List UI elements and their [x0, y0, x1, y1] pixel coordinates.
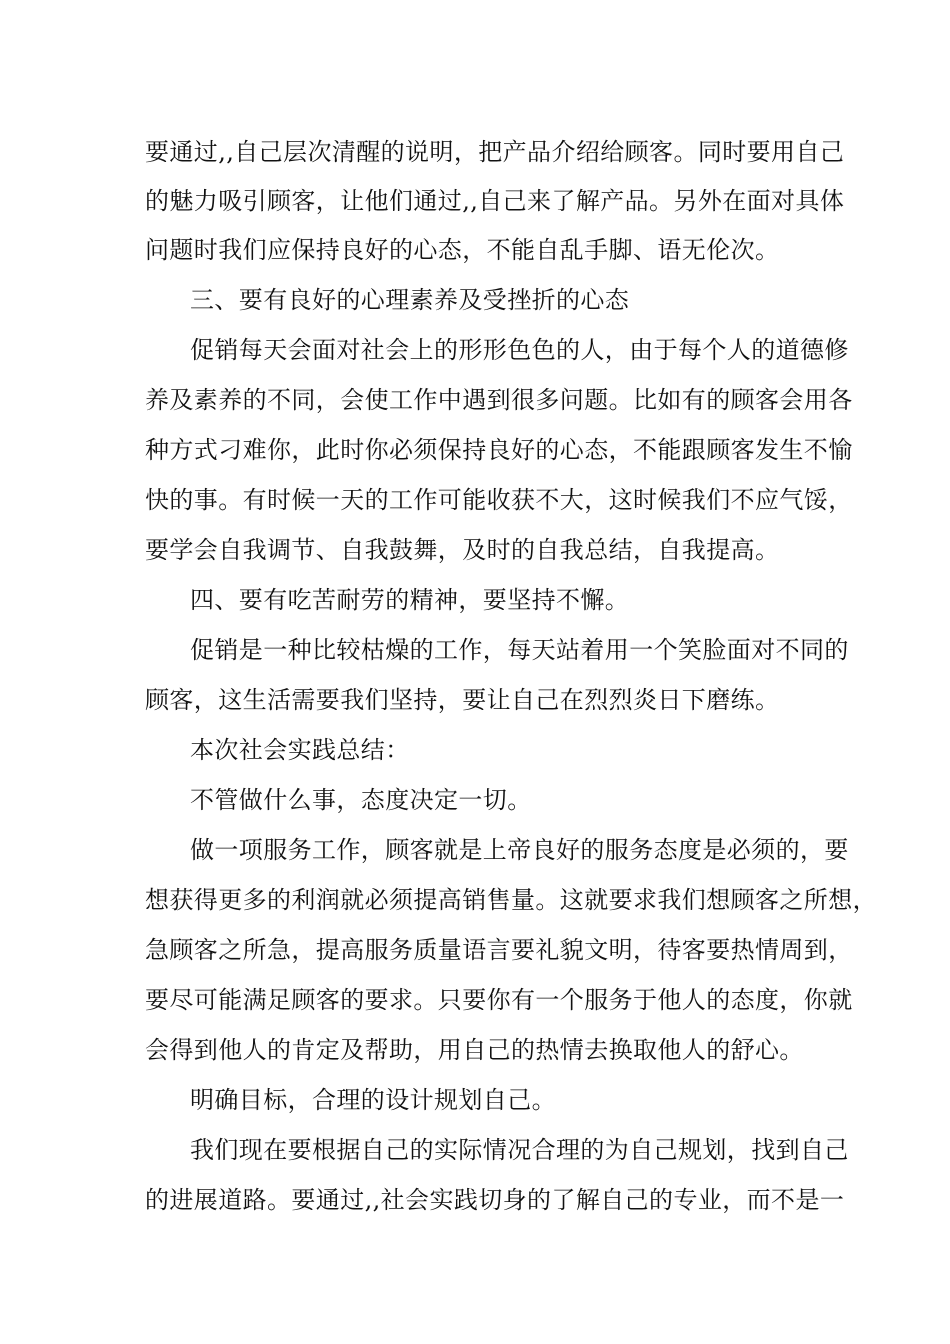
- text-line: 促销每天会面对社会上的形形色色的人，由于每个人的道德修: [190, 336, 849, 364]
- text-line: 急顾客之所急，提高服务质量语言要礼貌文明，待客要热情周到，: [145, 936, 853, 964]
- text-line: 的进展道路。要通过,,社会实践切身的了解自己的专业，而不是一: [145, 1186, 845, 1214]
- text-line: 养及素养的不同，会使工作中遇到很多问题。比如有的顾客会用各: [145, 386, 853, 414]
- text-line: 促销是一种比较枯燥的工作，每天站着用一个笑脸面对不同的: [190, 636, 849, 664]
- section-heading: 明确目标，合理的设计规划自己。: [190, 1086, 556, 1114]
- text-line: 要尽可能满足顾客的要求。只要你有一个服务于他人的态度，你就: [145, 986, 853, 1014]
- section-heading: 本次社会实践总结：: [190, 736, 410, 764]
- text-line: 我们现在要根据自己的实际情况合理的为自己规划，找到自己: [190, 1136, 849, 1164]
- text-line: 要学会自我调节、自我鼓舞，及时的自我总结，自我提高。: [145, 536, 780, 564]
- text-line: 顾客，这生活需要我们坚持，要让自己在烈烈炎日下磨练。: [145, 686, 780, 714]
- text-line: 会得到他人的肯定及帮助，用自己的热情去换取他人的舒心。: [145, 1036, 804, 1064]
- text-line: 要通过,,自己层次清醒的说明，把产品介绍给顾客。同时要用自己: [145, 138, 845, 166]
- text-line: 不管做什么事，态度决定一切。: [190, 786, 532, 814]
- text-line: 做一项服务工作，顾客就是上帝良好的服务态度是必须的，要: [190, 836, 849, 864]
- text-line: 的魅力吸引顾客，让他们通过,,自己来了解产品。另外在面对具体: [145, 187, 845, 215]
- text-line: 问题时我们应保持良好的心态，不能自乱手脚、语无伦次。: [145, 236, 780, 264]
- text-line: 快的事。有时候一天的工作可能收获不大，这时候我们不应气馁，: [145, 486, 853, 514]
- text-line: 种方式刁难你，此时你必须保持良好的心态，不能跟顾客发生不愉: [145, 436, 853, 464]
- text-line: 想获得更多的利润就必须提高销售量。这就要求我们想顾客之所想，: [145, 886, 877, 914]
- section-heading: 三、要有良好的心理素养及受挫折的心态: [190, 286, 630, 314]
- section-heading: 四、要有吃苦耐劳的精神，要坚持不懈。: [190, 586, 630, 614]
